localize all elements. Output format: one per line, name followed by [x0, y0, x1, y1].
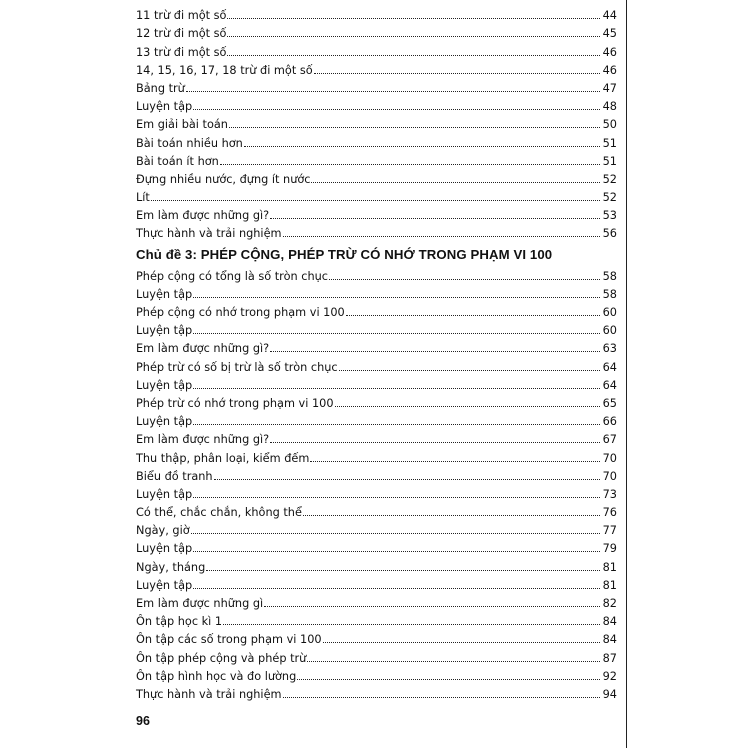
toc-entry [136, 186, 617, 204]
toc-entry-title: 12 trừ đi một số [136, 27, 227, 41]
toc-entry [136, 501, 617, 519]
dot-leader [227, 36, 599, 37]
table-of-contents [136, 4, 617, 701]
dot-leader [193, 333, 599, 334]
dot-leader [310, 461, 599, 462]
section-heading: Chủ đề 3: PHÉP CỘNG, PHÉP TRỪ CÓ NHỚ TRONG PHẠM VI 100 [136, 247, 553, 263]
toc-entry-title: Phép trừ có số bị trừ là số tròn chục [136, 360, 338, 374]
toc-entry-page: 87 [602, 651, 617, 665]
toc-entry [136, 204, 617, 222]
toc-entry [136, 374, 617, 392]
toc-entry [136, 465, 617, 483]
dot-leader [220, 164, 600, 165]
toc-entry-title: Đựng nhiều nước, đựng ít nước [136, 172, 311, 186]
toc-entry-page: 73 [602, 487, 617, 501]
dot-leader [311, 182, 599, 183]
dot-leader [346, 315, 600, 316]
toc-entry-title: Luyện tập [136, 415, 193, 429]
toc-entry-page: 45 [602, 27, 617, 41]
toc-entry-page: 82 [602, 597, 617, 610]
toc-entry [136, 319, 617, 337]
toc-entry [136, 264, 617, 282]
dot-leader [339, 370, 600, 371]
dot-leader [283, 236, 600, 237]
dot-leader [193, 588, 599, 589]
toc-entry [136, 683, 617, 701]
dot-leader [206, 570, 599, 571]
toc-entry [136, 95, 617, 113]
toc-entry-page: 63 [602, 342, 617, 356]
dot-leader [270, 351, 599, 352]
toc-entry-title: Luyện tập [136, 487, 193, 501]
toc-entry-page: 46 [602, 63, 617, 77]
toc-entry [136, 410, 617, 428]
toc-entry-page: 65 [602, 396, 617, 410]
dot-leader [270, 218, 599, 219]
dot-leader [193, 497, 599, 498]
toc-entry-title: Luyện tập [136, 324, 193, 338]
toc-entry-title: Em làm được những gì [136, 597, 264, 610]
toc-entry [136, 301, 617, 319]
toc-entry-page: 46 [602, 45, 617, 59]
toc-entry [136, 113, 617, 131]
dot-leader [297, 679, 599, 680]
toc-entry [136, 519, 617, 537]
toc-entry [136, 428, 617, 446]
dot-leader [151, 200, 600, 201]
toc-entry-page: 81 [602, 560, 617, 574]
toc-entry-page: 92 [602, 669, 617, 683]
dot-leader [186, 91, 600, 92]
toc-entry-page: 84 [602, 615, 617, 629]
toc-entry-page: 70 [602, 469, 617, 483]
toc-entry-title: Thực hành và trải nghiệm [136, 687, 282, 701]
dot-leader [191, 533, 600, 534]
toc-entry-title: 13 trừ đi một số [136, 45, 227, 59]
dot-leader [193, 551, 599, 552]
toc-entry-title: Ôn tập học kì 1 [136, 615, 223, 629]
toc-entry-title: Luyện tập [136, 378, 193, 392]
toc-entry-page: 60 [602, 306, 617, 319]
toc-entry-page: 44 [602, 9, 617, 23]
toc-entry-page: 51 [602, 136, 617, 150]
dot-leader [193, 424, 599, 425]
dot-leader [283, 697, 600, 698]
toc-entry-page: 81 [602, 578, 617, 592]
dot-leader [335, 406, 600, 407]
toc-entry-title: Phép cộng có tổng là số tròn chục [136, 269, 328, 283]
toc-entry-title: Em làm được những gì? [136, 342, 270, 356]
toc-entry-title: Em làm được những gì? [136, 209, 270, 223]
toc-entry-page: 64 [602, 360, 617, 374]
toc-entry [136, 355, 617, 373]
dot-leader [229, 127, 600, 128]
toc-entry-title: Luyện tập [136, 100, 193, 114]
toc-entry-page: 70 [602, 451, 617, 465]
toc-entry-title: Luyện tập [136, 287, 193, 301]
toc-entry-title: Phép trừ có nhớ trong phạm vi 100 [136, 396, 334, 410]
toc-entry-title: Em làm được những gì? [136, 433, 270, 447]
toc-entry-page: 47 [602, 81, 617, 95]
toc-entry-title: Bài toán ít hơn [136, 154, 219, 168]
toc-entry-title: Em giải bài toán [136, 118, 228, 132]
toc-entry-title: Bảng trừ [136, 81, 185, 95]
toc-entry [136, 150, 617, 168]
toc-entry-page: 51 [602, 154, 617, 168]
toc-entry-page: 60 [602, 324, 617, 338]
toc-entry [136, 22, 617, 40]
dot-leader [264, 606, 599, 607]
toc-entry [136, 574, 617, 592]
dot-leader [323, 642, 600, 643]
toc-entry-title: Thu thập, phân loại, kiểm đếm [136, 451, 310, 465]
dot-leader [193, 388, 599, 389]
toc-entry-title: Ôn tập hình học và đo lường [136, 669, 297, 683]
toc-entry-page: 48 [602, 100, 617, 114]
toc-entry [136, 610, 617, 628]
toc-entry-page: 53 [602, 209, 617, 223]
toc-entry [136, 168, 617, 186]
dot-leader [227, 18, 599, 19]
toc-entry-title: Có thể, chắc chắn, không thể [136, 506, 302, 520]
toc-entry [136, 665, 617, 683]
toc-entry [136, 337, 617, 355]
toc-entry-page: 79 [602, 542, 617, 556]
dot-leader [329, 279, 600, 280]
dot-leader [303, 515, 600, 516]
toc-entry-title: Bài toán nhiều hơn [136, 136, 243, 150]
toc-entry-title: Biểu đồ tranh [136, 469, 213, 483]
toc-entry-title: Ngày, giờ [136, 524, 190, 538]
dot-leader [193, 109, 599, 110]
toc-entry [136, 555, 617, 573]
toc-entry [136, 283, 617, 301]
toc-entry [136, 222, 617, 240]
toc-entry [136, 77, 617, 95]
toc-entry [136, 4, 617, 22]
toc-entry-title: Lít [136, 191, 150, 205]
toc-entry [136, 537, 617, 555]
toc-entry-title: Ôn tập các số trong phạm vi 100 [136, 633, 322, 647]
dot-leader [244, 146, 600, 147]
toc-entry-page: 64 [602, 378, 617, 392]
toc-entry-page: 58 [602, 269, 617, 283]
toc-entry-page: 84 [602, 633, 617, 647]
dot-leader [227, 55, 599, 56]
dot-leader [270, 442, 599, 443]
footer-page-number: 96 [136, 714, 150, 728]
toc-entry [136, 446, 617, 464]
toc-entry-page: 66 [602, 415, 617, 429]
toc-entry [136, 40, 617, 58]
toc-entry-page: 52 [602, 172, 617, 186]
toc-entry [136, 131, 617, 149]
dot-leader [314, 73, 600, 74]
toc-entry-page: 50 [602, 118, 617, 132]
toc-entry-page: 58 [602, 287, 617, 301]
toc-entry [136, 483, 617, 501]
toc-entry-title: Phép cộng có nhớ trong phạm vi 100 [136, 306, 345, 319]
dot-leader [307, 661, 599, 662]
toc-entry-title: 11 trừ đi một số [136, 9, 227, 23]
toc-entry [136, 392, 617, 410]
toc-entry-page: 52 [602, 191, 617, 205]
dot-leader [193, 297, 599, 298]
toc-entry [136, 59, 617, 77]
toc-entry [136, 592, 617, 610]
toc-entry-title: Luyện tập [136, 542, 193, 556]
toc-entry-title: Ngày, tháng [136, 560, 206, 574]
dot-leader [214, 479, 600, 480]
toc-entry-title: Thực hành và trải nghiệm [136, 227, 282, 241]
toc-entry-title: 14, 15, 16, 17, 18 trừ đi một số [136, 63, 313, 77]
toc-entry-page: 67 [602, 433, 617, 447]
dot-leader [223, 624, 600, 625]
toc-entry-page: 77 [602, 524, 617, 538]
toc-entry-title: Ôn tập phép cộng và phép trừ [136, 651, 307, 665]
toc-entry-page: 76 [602, 506, 617, 520]
toc-entry [136, 628, 617, 646]
toc-entry-page: 94 [602, 687, 617, 701]
toc-entry [136, 646, 617, 664]
toc-entry-page: 56 [602, 227, 617, 241]
toc-entry-title: Luyện tập [136, 578, 193, 592]
